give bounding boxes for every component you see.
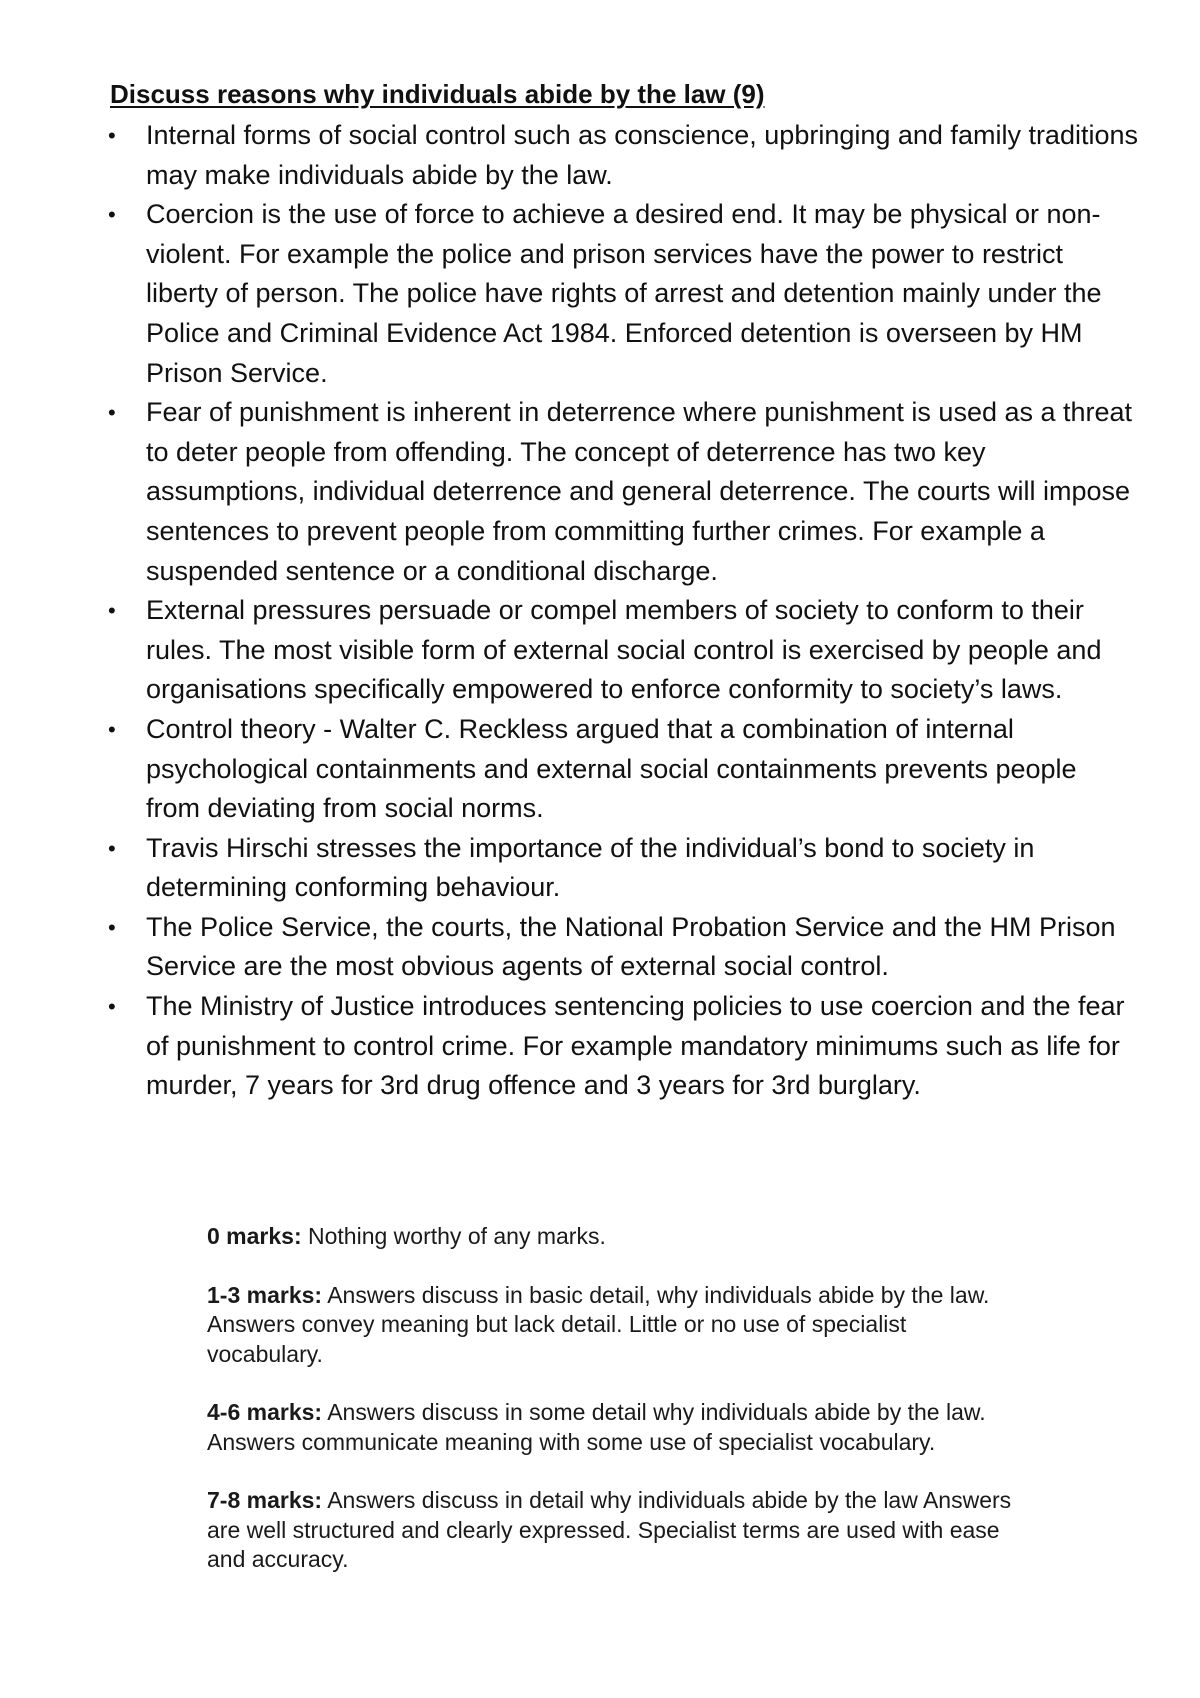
bullet-text: Travis Hirschi stresses the importance of the individual’s bond to society in determining conforming behaviour. — [146, 832, 1035, 903]
bullet-icon: • — [108, 400, 116, 426]
mark-band-text: Answers discuss in detail why individuals abide by the law Answers are well structured and clearly expressed. Specialist terms are used with ease and accuracy. — [207, 1487, 1012, 1572]
mark-band — [207, 1281, 1027, 1370]
bullet-icon: • — [108, 202, 116, 228]
mark-band-text: Answers discuss in basic detail, why individuals abide by the law. Answers convey meaning but lack detail. Little or no use of specialist vocabulary. — [207, 1281, 990, 1367]
bullet-text: Internal forms of social control such as conscience, upbringing and family traditions may make individuals abide by the law. — [146, 120, 1138, 190]
bullet-text: The Police Service, the courts, the National Probation Service and the HM Prison Service are the most obvious agents of external social control. — [146, 911, 1116, 982]
mark-scheme — [207, 1222, 1027, 1604]
mark-band-text: Nothing worthy of any marks. — [308, 1223, 606, 1249]
mark-band — [207, 1486, 1027, 1575]
bullet-list — [108, 116, 1138, 1106]
bullet-item — [108, 591, 1138, 710]
mark-band — [207, 1222, 1027, 1252]
bullet-item — [108, 908, 1138, 987]
bullet-icon: • — [108, 835, 116, 861]
bullet-text: Coercion is the use of force to achieve a desired end. It may be physical or non-violent. For example the police and prison services have the power to restrict liberty of person. The police have rights of arrest and detention mainly under the Police and Criminal Evidence Act 1984. Enforced detention is overseen by HM Prison Service. — [146, 199, 1102, 388]
bullet-item — [108, 393, 1138, 591]
mark-band-label: 0 marks: — [207, 1223, 302, 1249]
bullet-item — [108, 829, 1138, 908]
bullet-text: Control theory - Walter C. Reckless argued that a combination of internal psychological containments and external social containments prevents people from deviating from social norms. — [146, 713, 1077, 824]
bullet-icon: • — [108, 123, 116, 148]
bullet-text: The Ministry of Justice introduces sentencing policies to use coercion and the fear of punishment to control crime. For example mandatory minimums such as life for murder, 7 years for 3rd drug offence and 3 years for 3rd burglary. — [146, 991, 1125, 1101]
bullet-item — [108, 710, 1138, 829]
bullet-icon: • — [108, 598, 116, 624]
mark-band-label: 7-8 marks: — [207, 1487, 323, 1513]
bullet-icon: • — [108, 914, 116, 940]
bullet-text: Fear of punishment is inherent in deterrence where punishment is used as a threat to deter people from offending. The concept of deterrence has two key assumptions, individual deterrence and general deterrence. The courts will impose sentences to prevent people from committing further crimes. For example a suspended sentence or a conditional discharge. — [146, 397, 1133, 586]
bullet-item — [108, 116, 1138, 195]
bullet-item — [108, 987, 1138, 1106]
bullet-item — [108, 195, 1138, 393]
mark-band — [207, 1398, 1027, 1457]
page-title: Discuss reasons why individuals abide by the law (9) — [110, 79, 765, 109]
bullet-icon: • — [108, 994, 116, 1020]
mark-band-text: Answers discuss in some detail why individuals abide by the law. Answers communicate meaning with some use of specialist vocabulary. — [207, 1399, 986, 1455]
bullet-icon: • — [108, 716, 116, 742]
mark-band-label: 1-3 marks: — [207, 1281, 323, 1308]
mark-band-label: 4-6 marks: — [207, 1399, 323, 1425]
bullet-text: External pressures persuade or compel members of society to conform to their rules. The most visible form of external social control is exercised by people and organisations specifically empowered to enforce conformity to society’s laws. — [146, 595, 1102, 705]
